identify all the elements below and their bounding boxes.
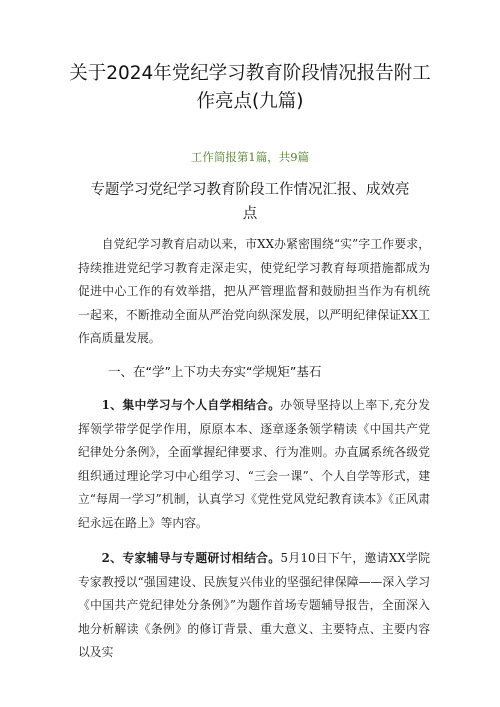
intro-paragraph: 自党纪学习教育启动以来，市XX办紧密围绕“实”字工作要求，持续推进党纪学习教育走深走实，使党纪学习教育每项措施都成为促进中心工作的有效举措，把从严管理监督和鼓励担当作为有机统一起来，不断推动全面从严治党向纵深发展，以严明纪律保证XX工作高质量发展。	[78, 237, 430, 346]
item-2-lead: 2、专家辅导与专题研讨相结合。	[101, 551, 281, 565]
item-1-paragraph	[78, 394, 430, 536]
heading-1: 一、在“学”上下功夫夯实“学规矩”基石	[108, 364, 322, 379]
document-title: 关于2024年党纪学习教育阶段情况报告附工作亮点(九篇)	[69, 63, 431, 112]
item-1-body: 办领导坚持以上率下,充分发挥领学带学促学作用，原原本本、逐章逐条领学精读《中国共产党纪律处分条例》，全面掌握纪律要求、行为准则。办直属系统各级党组织通过理论学习中心组学习、“三会一课”、个人自学等形式，建立“每周一学习”机制，认真学习《党性党风党纪教育读本》《正风肃纪永远在路上》等内容。	[78, 398, 430, 530]
item-1-lead: 1、集中学习与个人自学相结合。	[101, 398, 281, 412]
section-title: 专题学习党纪学习教育阶段工作情况汇报、成效亮点	[90, 182, 410, 222]
item-2-body: 5月10日下午，邀请XX学院专家教授以“强国建设、民族复兴伟业的坚强纪律保障——深入学习《中国共产党纪律处分条例》”为题作首场专题辅导报告，全面深入地分析解读《条例》的修订背景、重大意义、主要特点、主要内容以及实	[78, 551, 430, 660]
briefing-number: 工作简报第1篇，共9篇	[190, 150, 310, 164]
item-2-paragraph	[78, 547, 430, 665]
